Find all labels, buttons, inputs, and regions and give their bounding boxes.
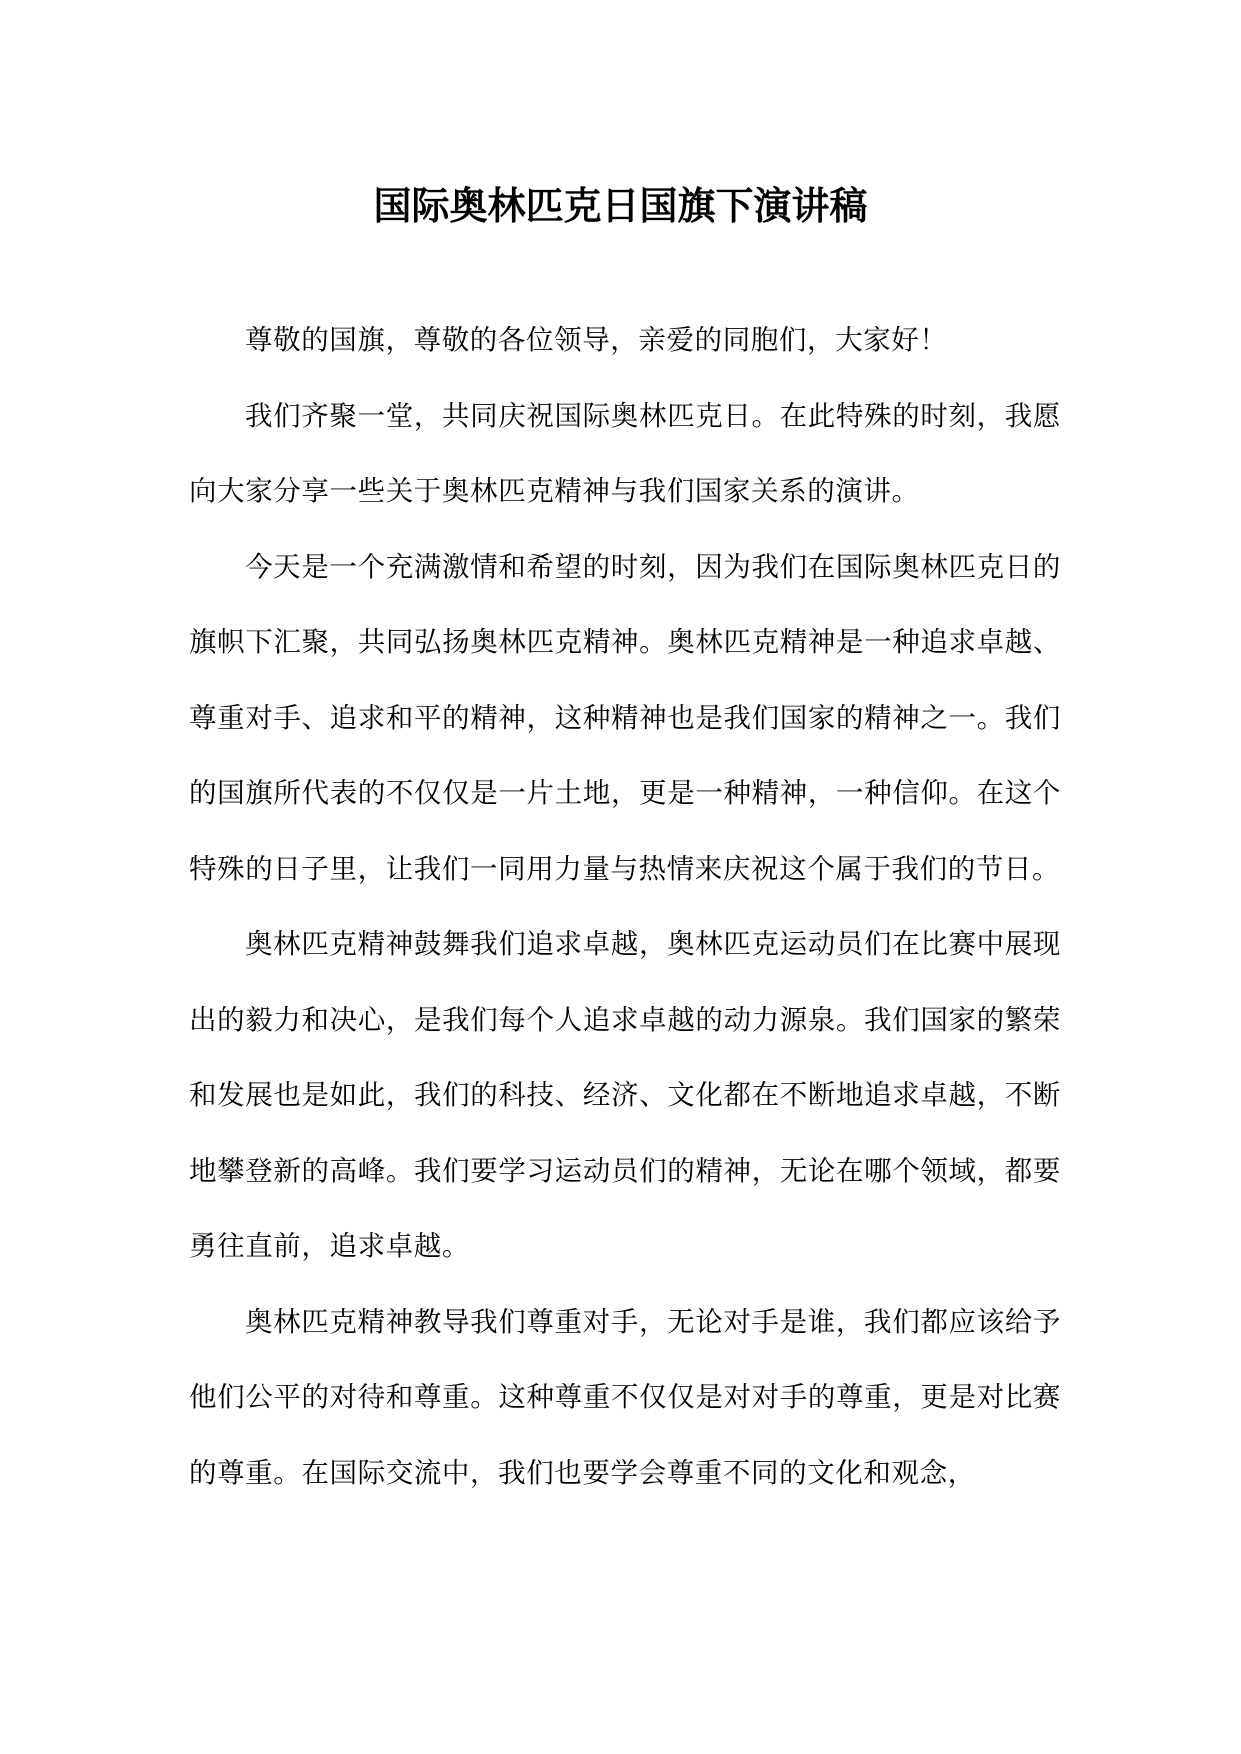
paragraph-excellence: 奥林匹克精神鼓舞我们追求卓越，奥林匹克运动员们在比赛中展现出的毅力和决心，是我们每个人追求卓越的动力源泉。我们国家的繁荣和发展也是如此，我们的科技、经济、文化都在不断地追求卓越，不断地攀登新的高峰。我们要学习运动员们的精神，无论在哪个领域，都要勇往直前，追求卓越。 [189, 928, 1061, 1262]
paragraph-spirit: 今天是一个充满激情和希望的时刻，因为我们在国际奥林匹克日的旗帜下汇聚，共同弘扬奥林匹克精神。奥林匹克精神是一种追求卓越、尊重对手、追求和平的精神，这种精神也是我们国家的精神之一。我们的国旗所代表的不仅仅是一片土地，更是一种精神，一种信仰。在这个特殊的日子里，让我们一同用力量与热情来庆祝这个属于我们的节日。 [189, 550, 1061, 885]
document-body [189, 303, 1061, 1511]
document-title: 国际奥林匹克日国旗下演讲稿 [373, 184, 868, 228]
paragraph-respect: 奥林匹克精神教导我们尊重对手，无论对手是谁，我们都应该给予他们公平的对待和尊重。这种尊重不仅仅是对对手的尊重，更是对比赛的尊重。在国际交流中，我们也要学会尊重不同的文化和观念， [189, 1305, 1061, 1489]
paragraph-intro: 我们齐聚一堂，共同庆祝国际奥林匹克日。在此特殊的时刻，我愿向大家分享一些关于奥林匹克精神与我们国家关系的演讲。 [189, 399, 1061, 507]
paragraph-greeting: 尊敬的国旗，尊敬的各位领导，亲爱的同胞们，大家好！ [245, 324, 948, 356]
